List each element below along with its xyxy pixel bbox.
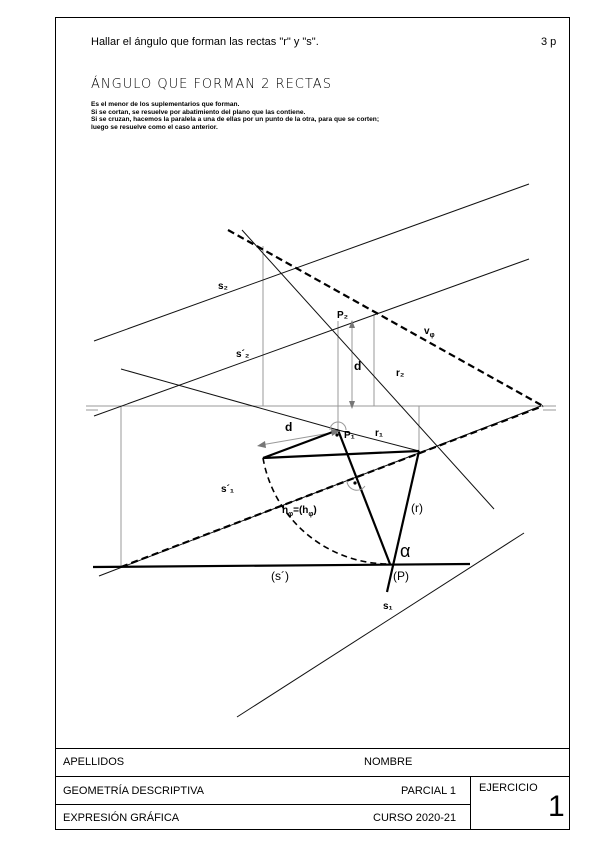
label-s-prime-abatida: (s´) bbox=[271, 569, 289, 583]
line-r2 bbox=[242, 230, 494, 509]
label-v-phi: $v_\varphi$ bbox=[424, 326, 435, 339]
subject-label: GEOMETRÍA DESCRIPTIVA bbox=[63, 785, 204, 797]
label-s-prime-1: s´₁ bbox=[221, 484, 235, 495]
label-s-prime-2: s´₂ bbox=[236, 349, 250, 360]
label-s2: s₂ bbox=[218, 281, 229, 292]
ejercicio-number: 1 bbox=[548, 790, 565, 823]
points-value: 3 p bbox=[541, 36, 557, 48]
label-d-vertical: d bbox=[354, 359, 362, 373]
label-r1: r₁ bbox=[375, 428, 384, 439]
apellidos-label: APELLIDOS bbox=[63, 756, 125, 768]
line-s-abatida bbox=[93, 564, 470, 567]
label-r2: r₂ bbox=[396, 368, 405, 379]
description-line: Si se cortan, se resuelve por abatimiento del plano que las contiene. bbox=[91, 108, 306, 116]
title-block-divider bbox=[470, 776, 471, 830]
right-angle-dot bbox=[335, 433, 338, 436]
exercise-prompt: Hallar el ángulo que forman las rectas "r" y "s". bbox=[91, 36, 319, 48]
title-block-row-line bbox=[55, 776, 570, 777]
nombre-label: NOMBRE bbox=[364, 756, 413, 768]
arrow-head bbox=[257, 441, 266, 448]
line-s-prime-2 bbox=[94, 259, 529, 416]
ejercicio-label: EJERCICIO bbox=[479, 782, 538, 794]
description-line: Es el menor de los suplementarios que forman. bbox=[91, 101, 240, 108]
label-alpha: α bbox=[400, 541, 411, 561]
department-label: EXPRESIÓN GRÁFICA bbox=[63, 812, 180, 824]
line-triangle-base bbox=[263, 451, 419, 458]
label-s1: s₁ bbox=[383, 601, 393, 612]
label-d-horizontal: d bbox=[285, 420, 293, 434]
curso-label: CURSO 2020-21 bbox=[373, 812, 457, 824]
description-line: Si se cruzan, hacemos la paralela a una de ellas por un punto de la otra, para que se corten; bbox=[91, 116, 380, 124]
label-p2: P₂ bbox=[337, 310, 349, 321]
line-triangle-left bbox=[263, 430, 338, 458]
section-title: ÁNGULO QUE FORMAN 2 RECTAS bbox=[91, 77, 332, 92]
arrow-head bbox=[349, 401, 355, 409]
line-s1 bbox=[237, 533, 524, 717]
label-h-phi: $h_\varphi=(h_\varphi)$ bbox=[282, 505, 317, 518]
description-line: luego se resuelve como el caso anterior. bbox=[91, 123, 218, 131]
title-block-top-line bbox=[55, 748, 570, 749]
label-p-abatido: (P) bbox=[393, 569, 409, 583]
line-s2 bbox=[94, 184, 529, 341]
title-block-row-line bbox=[55, 804, 471, 805]
line-r1 bbox=[121, 369, 338, 430]
right-angle-dot bbox=[353, 481, 356, 484]
line-p1-to-p bbox=[338, 430, 390, 564]
label-r-abatida: (r) bbox=[411, 501, 423, 515]
parcial-label: PARCIAL 1 bbox=[401, 785, 457, 797]
label-p1: P₁ bbox=[344, 430, 355, 441]
trace-v-phi bbox=[228, 230, 543, 406]
